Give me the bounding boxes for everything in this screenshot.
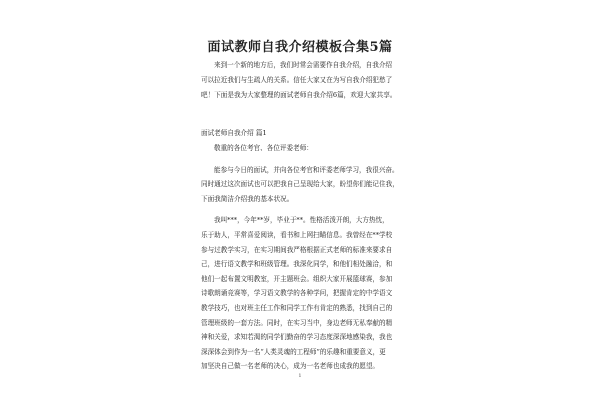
paragraph-line: 己，进行语文教学和班级管理。我深化同学，和他们相处融洽，和 [201, 260, 393, 269]
paragraph-line: 参与过教学实习，在实习期间我严格根据正式老师的标准来要求自 [201, 245, 393, 254]
greeting-line: 敬重的各位考官、各位评委老师： [214, 144, 313, 152]
paragraph-line: 乐于助人，平常喜爱阅读，看书和上网扫瞄信息。我曾经在**学校 [201, 230, 393, 239]
body-text [201, 141, 401, 374]
page-title: 面试教师自我介绍模板合集5篇 [207, 40, 393, 55]
paragraph-line: 诗歌朗诵竞赛等，学习语文教学的各种学问，把握肯定的中学语文 [201, 289, 393, 298]
intro-paragraph [201, 58, 401, 103]
paragraph-line: 同时通过这次面试也可以把我自己呈现给大家，盼望你们能记住我， [201, 180, 399, 189]
paragraph-spacer [201, 206, 401, 213]
paragraph-line: 加坚决自己做一名老师的决心，成为一名老师也成我的愿望。 [201, 362, 380, 371]
paragraph-line: 教学技巧，也对班主任工作和同学工作有肯定的熟悉，找到自己的 [201, 303, 393, 312]
intro-line: 吧！下面是我为大家整理的面试老师自我介绍6篇，欢迎大家共享。 [201, 91, 397, 99]
page-number: 1 [298, 373, 302, 379]
paragraph-line: 管理班级的一套方法。同时，在实习当中，身边老师无私奉献的精 [201, 318, 393, 327]
paragraph-spacer [201, 156, 401, 163]
paragraph-line: 他们一起布置文明教室，开主题班会。组织大家开展篮球赛，参加 [201, 274, 393, 283]
section-title: 面试老师自我介绍 篇1 [201, 129, 267, 137]
intro-line: 来到一个新的地方后，我们时常会需要作自我介绍，自我介绍 [214, 61, 393, 69]
paragraph-line: 下面我简洁介绍我的基本状况。 [201, 194, 294, 203]
paragraph-line: 神和关爱，求知若渴的同学们勤奋的学习态度深深地感染我，我也 [201, 333, 393, 342]
intro-line: 可以拉近我们与生疏人的关系。信任大家又在为写自我介绍犯愁了 [201, 76, 393, 84]
paragraph-line: 能参与今日的面试，并向各位考官和评委老师学习，我很兴奋。 [214, 165, 399, 174]
paragraph-line: 深深体会到作为一名“人类灵魂的工程师”的乐趣和重要意义，更 [201, 347, 386, 356]
paragraph-line: 我叫***，今年**岁，毕业于**。性格活泼开朗，大方热忱， [214, 216, 389, 225]
